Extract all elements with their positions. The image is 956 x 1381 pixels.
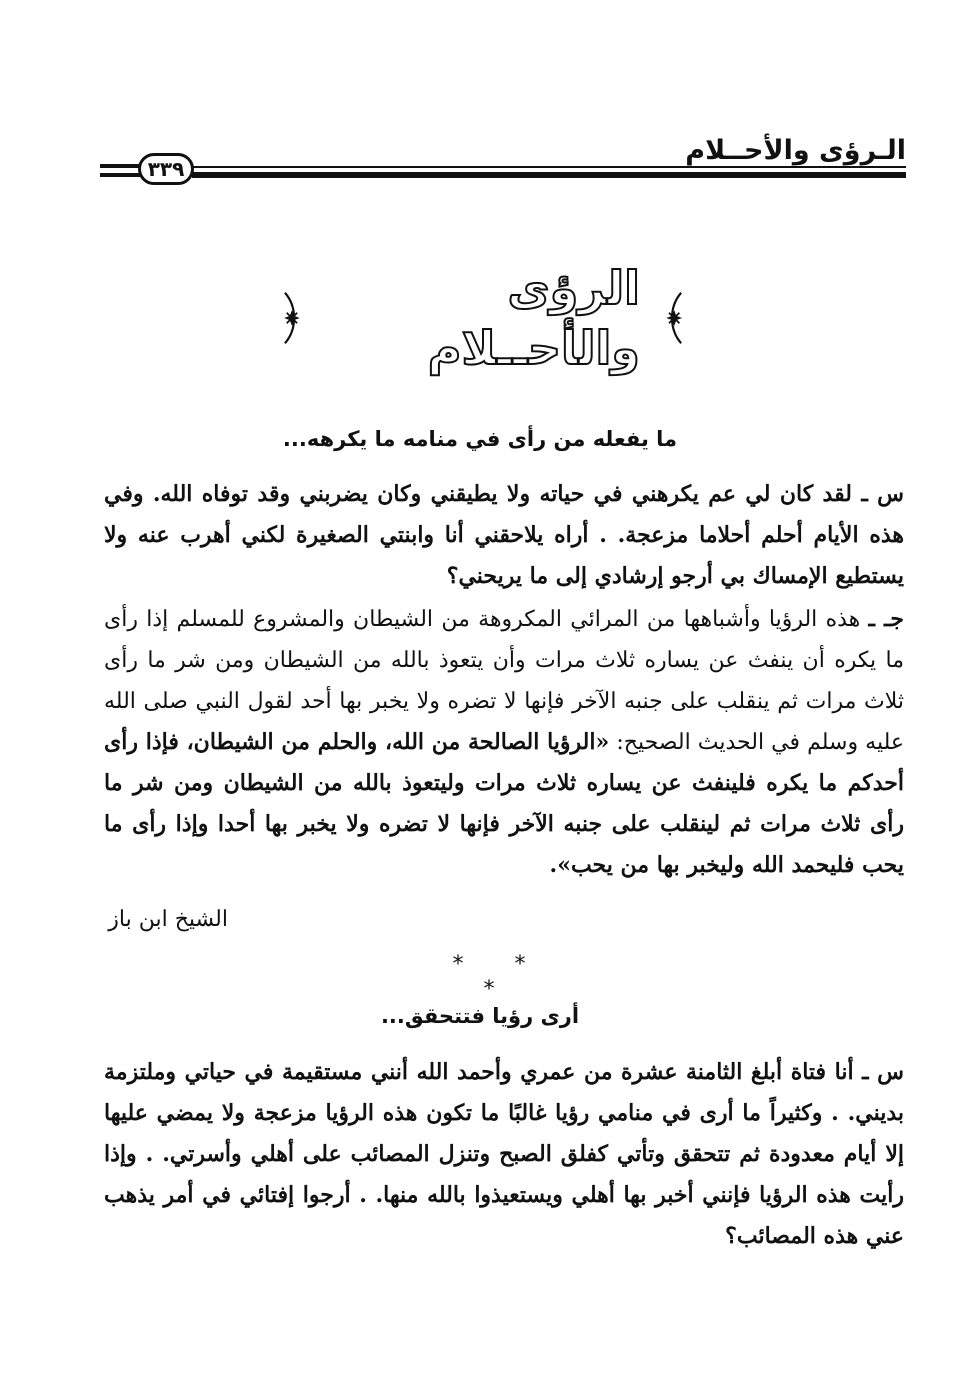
answer-paragraph <box>104 599 904 886</box>
answer-text: هذه الرؤيا وأشباهها من المرائي المكروهة من الشيطان والمشروع للمسلم إذا رأى ما يكره أن ينفث عن يساره ثلاث مرات وأن يتعوذ بالله من الشيطان ومن شر ما رأى ثلاث مرات ثم ينقلب على جنبه الآخر فإنها لا تضره ولا يخبر بها أحد لقول النبي صلى الله عليه وسلم في الحديث الصحيح: <box>104 607 904 755</box>
question-heading: ما يفعله من رأى في منامه ما يكرهه... <box>282 427 678 451</box>
page-number: ٣٣٩ <box>138 153 194 185</box>
question-marker-2: س ـ <box>862 1059 904 1085</box>
hadith-quote: «الرؤيا الصالحة من الله، والحلم من الشيطان، فإذا رأى أحدكم ما يكره فلينفث عن يساره ثلاث مرات وليتعوذ بالله من الشيطان ومن شر ما رأى ثلاث مرات ثم لينقلب على جنبه الآخر فإنها لا تضره ولا يخبر بها أحدا وإذا رأى ما يحب فليحمد الله وليخبر بها من يحب». <box>104 729 904 878</box>
header-rule-thick <box>192 172 906 178</box>
question-paragraph-2 <box>104 1052 904 1257</box>
chapter-title: الرؤى والأحــلام <box>427 261 640 375</box>
answer-marker: جـ ـ <box>868 606 904 632</box>
question-text: لقد كان لي عم يكرهني في حياته ولا يطيقني وكان يضربني وقد توفاه الله. وفي هذه الأيام أحلم أحلاما مزعجة. . أراه يلاحقني أنا وابنتي الصغيرة لكني أهرب عنه ولا يستطيع الإمساك بي أرجو إرشادي إلى ما يريحني؟ <box>104 481 904 589</box>
chapter-heading <box>278 261 688 375</box>
page-number-rule-upper <box>100 164 140 168</box>
running-header <box>100 128 906 188</box>
question-heading-2: أرى رؤيا فتتحقق... <box>380 1004 580 1028</box>
question-paragraph <box>104 474 904 597</box>
ornament-right-icon <box>662 287 688 349</box>
question-text-2: أنا فتاة أبلغ الثامنة عشرة من عمري وأحمد الله أنني مستقيمة في حياتي وملتزمة بديني. . وكثيراً ما أرى في منامي رؤيا غالبًا ما تكون هذه الرؤيا مزعجة ولا يمضي عليها إلا أيام معدودة ثم تتحقق وتأتي كفلق الصبح وتنزل المصائب على أهلي وأسرتي. . وإذا رأيت هذه الرؤيا فإنني أخبر بها أهلي ويستعيذوا بالله منها. . أرجوا إفتائي في أمر يذهب عني هذه المصائب؟ <box>104 1059 904 1249</box>
running-title: الـرؤى والأحــلام <box>685 135 906 166</box>
question-marker: س ـ <box>861 481 904 507</box>
ornament-left-icon <box>278 287 304 349</box>
page-number-rule-lower <box>100 173 140 177</box>
answer-signature: الشيخ ابن باز <box>108 907 228 932</box>
section-separator: * * * <box>452 952 548 1002</box>
header-rule-thin <box>192 166 906 168</box>
